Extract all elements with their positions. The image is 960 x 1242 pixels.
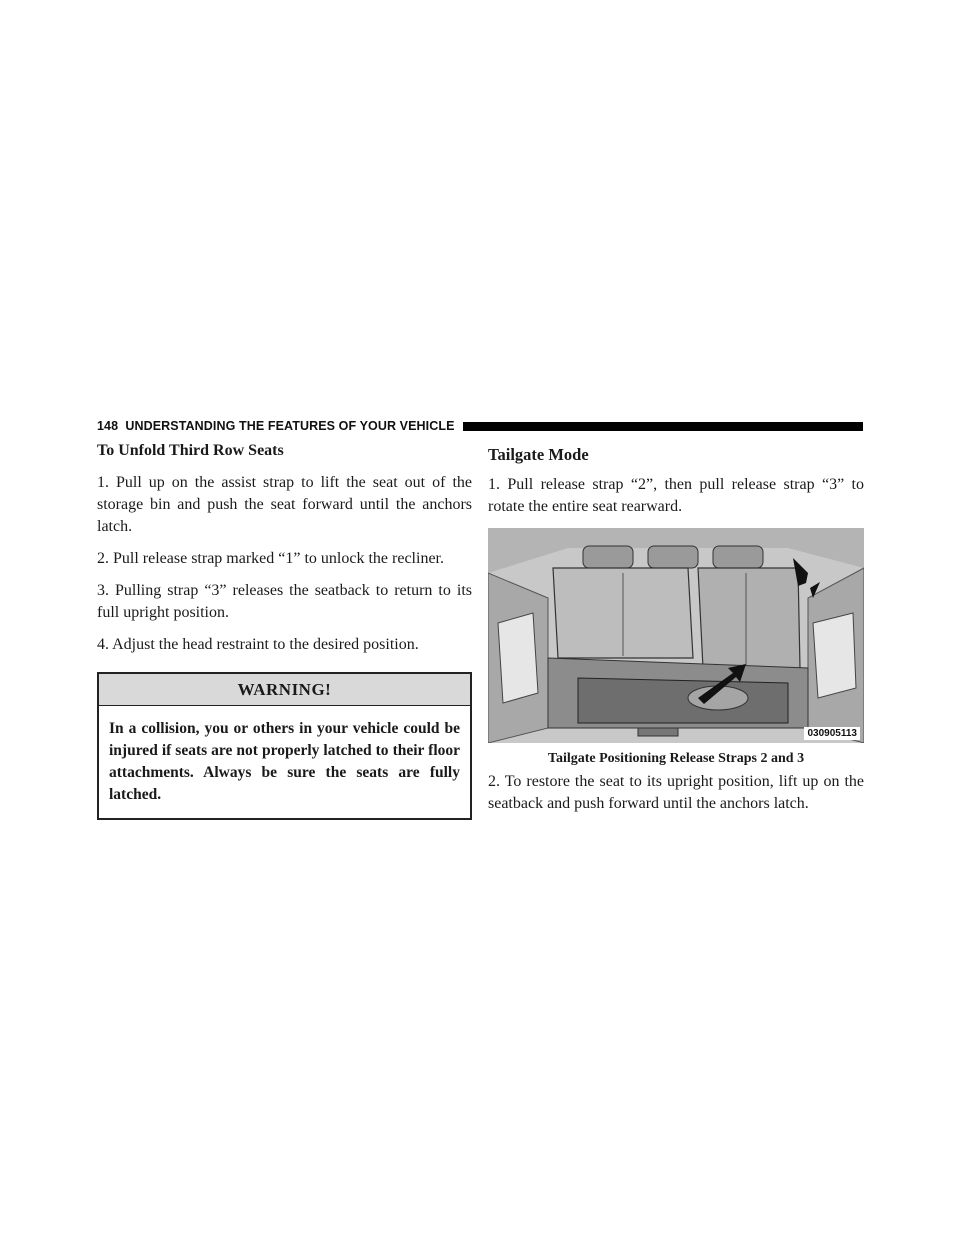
figure-code: 030905113 xyxy=(804,727,860,740)
unfold-step-2: 2. Pull release strap marked “1” to unlock the recliner. xyxy=(97,550,444,567)
warning-box xyxy=(97,672,472,820)
tailgate-step-2: 2. To restore the seat to its upright position, lift up on the seatback and push forward until the anchors latch. xyxy=(488,773,864,812)
page-header xyxy=(97,418,863,434)
tailgate-illustration xyxy=(488,528,864,743)
tailgate-step-1: 1. Pull release strap “2”, then pull release strap “3” to rotate the entire seat rearward. xyxy=(488,476,864,515)
unfold-step-1: 1. Pull up on the assist strap to lift the seat out of the storage bin and push the seat forward until the anchors latch. xyxy=(97,474,472,535)
warning-body: In a collision, you or others in your vehicle could be injured if seats are not properly latched to their floor attachments. Always be sure the seats are fully latched. xyxy=(109,720,460,803)
tailgate-heading: Tailgate Mode xyxy=(488,445,589,464)
right-column xyxy=(488,440,864,825)
page-number: 148 xyxy=(97,419,119,433)
section-title: UNDERSTANDING THE FEATURES OF YOUR VEHICLE xyxy=(125,419,455,433)
header-rule xyxy=(463,422,863,431)
unfold-step-3: 3. Pulling strap “3” releases the seatback to return to its full upright position. xyxy=(97,582,472,621)
unfold-step-4: 4. Adjust the head restraint to the desired position. xyxy=(97,636,419,653)
left-column xyxy=(97,440,472,820)
seat-illustration-svg xyxy=(488,528,864,743)
warning-title: WARNING! xyxy=(99,674,470,706)
page-number-and-section xyxy=(97,419,455,433)
figure-caption: Tailgate Positioning Release Straps 2 and 3 xyxy=(547,751,805,766)
unfold-heading: To Unfold Third Row Seats xyxy=(97,442,284,459)
